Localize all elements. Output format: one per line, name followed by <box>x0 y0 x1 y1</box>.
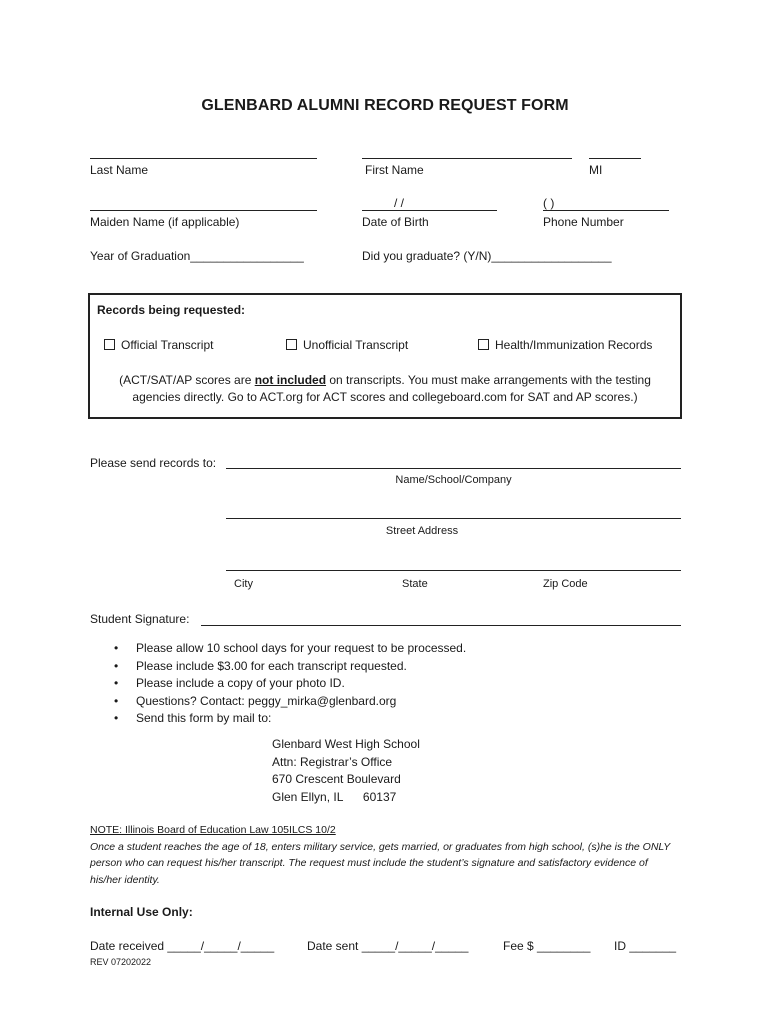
mailing-address <box>272 736 420 806</box>
maiden-name-field[interactable] <box>90 210 317 211</box>
address-line: 670 Crescent Boulevard <box>272 772 401 786</box>
signature-field[interactable] <box>201 625 681 626</box>
signature-label: Student Signature: <box>90 612 190 626</box>
phone-field[interactable] <box>543 210 669 211</box>
street-address-field[interactable] <box>226 518 681 519</box>
maiden-name-label: Maiden Name (if applicable) <box>90 215 240 229</box>
internal-use-heading: Internal Use Only: <box>90 905 193 919</box>
test-scores-note-line1: (ACT/SAT/AP scores are not included on transcripts. You must make arrangements with the testing <box>119 373 651 387</box>
address-line: Glenbard West High School <box>272 737 420 751</box>
legal-note <box>90 822 680 888</box>
address-line: Glen Ellyn, IL 60137 <box>272 789 397 804</box>
graduated-field[interactable]: Did you graduate? (Y/N)__________________ <box>362 249 612 263</box>
list-item: • Please include $3.00 for each transcript requested. <box>112 658 466 676</box>
instructions-list <box>112 640 466 728</box>
first-name-field[interactable] <box>362 158 572 159</box>
address-line: Attn: Registrar’s Office <box>272 754 393 769</box>
note-heading: NOTE: Illinois Board of Education Law 105ILCS 10/2 <box>90 824 336 836</box>
list-item: • Please allow 10 school days for your request to be processed. <box>112 640 466 658</box>
dob-label: Date of Birth <box>362 215 429 229</box>
health-records-checkbox[interactable] <box>478 339 489 350</box>
first-name-label: First Name <box>365 163 424 177</box>
list-item: • Please include a copy of your photo ID. <box>112 675 466 693</box>
page-title: GLENBARD ALUMNI RECORD REQUEST FORM <box>201 97 569 114</box>
fee-field[interactable]: Fee $ ________ <box>503 939 591 953</box>
last-name-label: Last Name <box>90 163 149 177</box>
dob-field[interactable] <box>362 210 497 211</box>
note-body: Once a student reaches the age of 18, enters military service, gets married, or graduates from high school, (s)he is the ONLY person who can request his/her transcript. The request must include the student’s signature and satisfactory evidence of his/her identity. <box>90 840 671 886</box>
dob-separators: / / <box>394 196 405 210</box>
test-scores-note-line2: agencies directly. Go to ACT.org for ACT scores and collegeboard.com for SAT and AP scores.) <box>132 390 638 404</box>
grad-year-field[interactable]: Year of Graduation_________________ <box>90 249 304 263</box>
phone-area-code: ( ) <box>543 196 555 210</box>
last-name-field[interactable] <box>90 158 317 159</box>
unofficial-transcript-checkbox[interactable] <box>286 339 297 350</box>
official-transcript-checkbox[interactable] <box>104 339 115 350</box>
mi-label: MI <box>589 163 603 177</box>
city-state-zip-field[interactable] <box>226 570 681 571</box>
recipient-name-field[interactable] <box>226 468 681 469</box>
state-caption: State <box>402 578 428 590</box>
health-records-label: Health/Immunization Records <box>495 338 653 352</box>
list-item: • Questions? Contact: peggy_mirka@glenbard.org <box>112 693 466 711</box>
mi-field[interactable] <box>589 158 641 159</box>
phone-label: Phone Number <box>543 215 624 229</box>
city-caption: City <box>234 578 253 590</box>
revision-code: REV 07202022 <box>90 957 152 967</box>
date-received-field[interactable]: Date received _____/_____/_____ <box>90 939 275 953</box>
zip-caption: Zip Code <box>543 578 588 590</box>
list-item: • Send this form by mail to: <box>112 710 466 728</box>
not-included-emphasis: not included <box>254 373 327 387</box>
send-records-label: Please send records to: <box>90 456 217 470</box>
records-heading: Records being requested: <box>97 303 246 317</box>
unofficial-transcript-label: Unofficial Transcript <box>303 338 409 352</box>
official-transcript-label: Official Transcript <box>121 338 214 352</box>
street-caption: Street Address <box>385 525 459 537</box>
date-sent-field[interactable]: Date sent _____/_____/_____ <box>307 939 469 953</box>
id-field[interactable]: ID _______ <box>614 939 677 953</box>
name-caption: Name/School/Company <box>395 474 512 486</box>
